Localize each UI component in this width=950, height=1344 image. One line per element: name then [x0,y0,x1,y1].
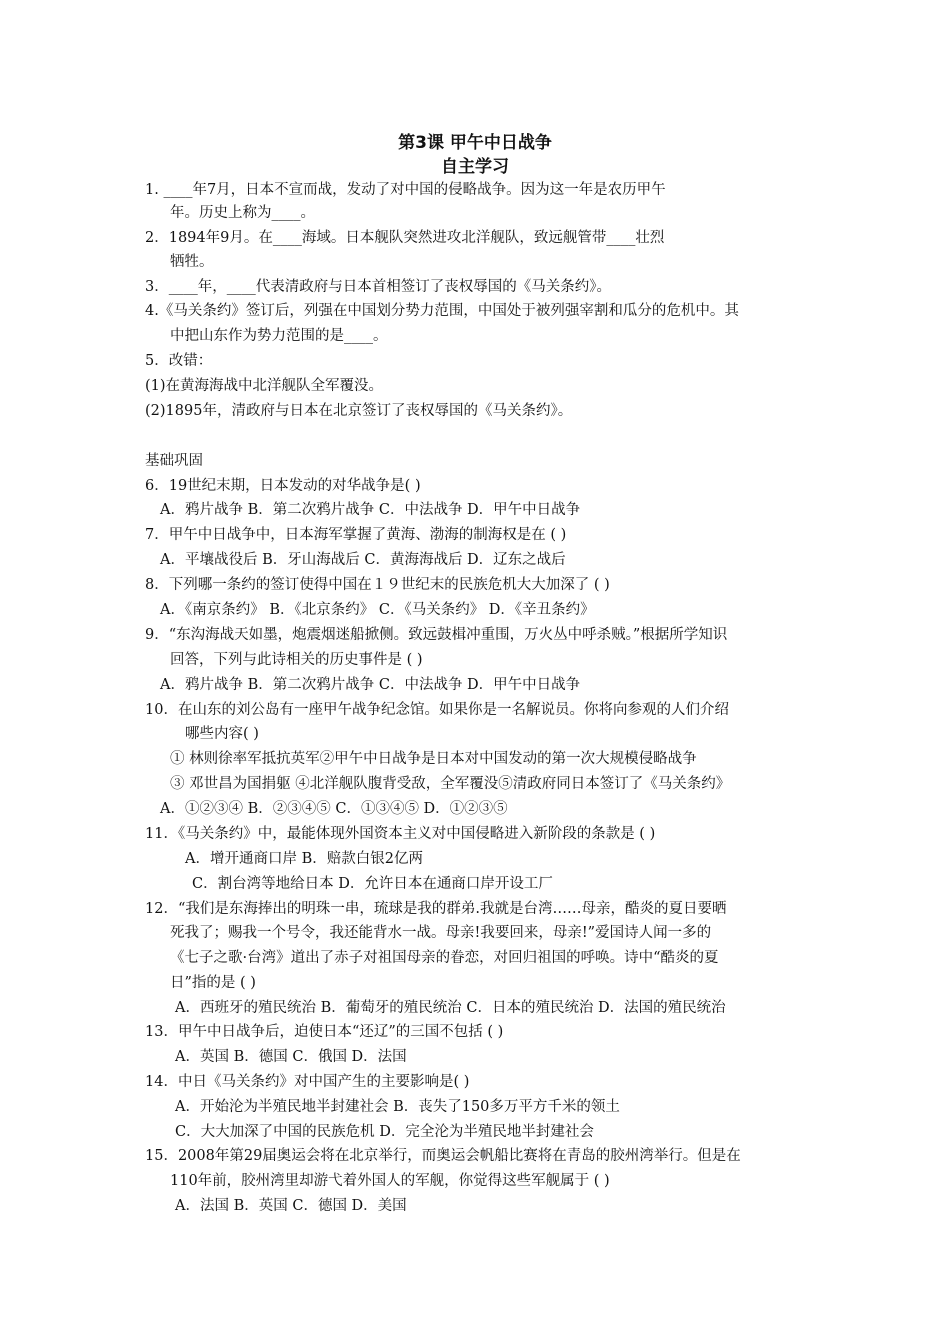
options-11: C．割台湾等地给日本 D．允许日本在通商口岸开设工厂 [192,876,553,892]
options-13: A．英国 B．德国 C．俄国 D．法国 [175,1049,407,1065]
section-heading: 基础巩固 [145,453,203,469]
text-line: 3．____年，____代表清政府与日本首相签订了丧权辱国的《马关条约》。 [145,279,611,295]
question-11: 11．《马关条约》中，最能体现外国资本主义对中国侵略进入新阶段的条款是 ( ) [145,826,656,842]
text-line: 中把山东作为势力范围的是____。 [170,328,388,344]
question-10: 10．在山东的刘公岛有一座甲午战争纪念馆。如果你是一名解说员。你将向参观的人们介绍 [145,702,729,718]
question-6: 6．19世纪末期，日本发动的对华战争是( ) [145,478,421,494]
options-8: A．《南京条约》 B．《北京条约》 C．《马关条约》 D．《辛丑条约》 [160,602,595,618]
options-6: A．鸦片战争 B．第二次鸦片战争 C．中法战争 D．甲午中日战争 [160,502,581,518]
options-14: A．开始沦为半殖民地半封建社会 B．丧失了150多万平方千米的领土 [175,1099,620,1115]
options-10: A．①②③④ B．②③④⑤ C．①③④⑤ D．①②③⑤ [160,801,508,817]
question-12: 12．“我们是东海捧出的明珠一串，琉球是我的群弟.我就是台湾……母亲，酷炎的夏日要晒 [145,901,727,917]
options-14: C．大大加深了中国的民族危机 D．完全沦为半殖民地半封建社会 [175,1124,594,1140]
section-title: 自主学习 [441,157,509,177]
text-line: (1)在黄海海战中北洋舰队全军覆没。 [145,378,384,394]
question-9-cont: 回答，下列与此诗相关的历史事件是 ( ) [170,652,423,668]
text-line: (2)1895年，清政府与日本在北京签订了丧权辱国的《马关条约》。 [145,403,573,419]
options-15: A．法国 B．英国 C．德国 D．美国 [175,1198,407,1214]
question-15: 15．2008年第29届奥运会将在北京举行，而奥运会帆船比赛将在青岛的胶州湾举行。但是在 [145,1148,741,1164]
text-line: 4.《马关条约》签订后，列强在中国划分势力范围，中国处于被列强宰割和瓜分的危机中。其 [145,303,739,319]
text-line: 年。历史上称为____。 [170,205,315,221]
question-10-cont: 哪些内容( ) [185,726,259,742]
question-14: 14．中日《马关条约》对中国产生的主要影响是( ) [145,1074,470,1090]
options-11: A．增开通商口岸 B．赔款白银2亿两 [185,851,423,867]
question-12-cont: 日”指的是 ( ) [170,975,256,991]
options-12: A．西班牙的殖民统治 B．葡萄牙的殖民统治 C．日本的殖民统治 D．法国的殖民统治 [175,1000,726,1016]
question-12-cont: 死我了；赐我一个号令，我还能背水一战。母亲!我要回来，母亲!”爱国诗人闻一多的 [170,925,712,941]
lesson-title: 第3课 甲午中日战争 [398,133,552,153]
options-9: A．鸦片战争 B．第二次鸦片战争 C．中法战争 D．甲午中日战争 [160,677,581,693]
question-15-cont: 110年前，胶州湾里却游弋着外国人的军舰，你觉得这些军舰属于 ( ) [170,1173,610,1189]
question-9: 9．“东沟海战天如墨，炮震烟迷船掀侧。致远鼓楫冲重围，万火丛中呼杀贼。”根据所学知识 [145,627,728,643]
question-13: 13．甲午中日战争后，迫使日本“还辽”的三国不包括 ( ) [145,1024,504,1040]
question-8: 8．下列哪一条约的签订使得中国在１９世纪末的民族危机大大加深了 ( ) [145,577,610,593]
question-7: 7．甲午中日战争中，日本海军掌握了黄海、渤海的制海权是在 ( ) [145,527,567,543]
text-line: 1. ____年7月，日本不宣而战，发动了对中国的侵略战争。因为这一年是农历甲午 [145,182,666,198]
item-list: ① 林则徐率军抵抗英军②甲午中日战争是日本对中国发动的第一次大规模侵略战争 [170,751,697,767]
text-line: 5．改错： [145,353,213,369]
options-7: A．平壤战役后 B．牙山海战后 C．黄海海战后 D．辽东之战后 [160,552,566,568]
question-12-cont: 《七子之歌·台湾》道出了赤子对祖国母亲的眷恋，对回归祖国的呼唤。诗中“酷炎的夏 [170,950,719,966]
text-line: 2．1894年9月。在____海域。日本舰队突然进攻北洋舰队，致远舰管带____壮烈 [145,230,665,246]
item-list: ③ 邓世昌为国捐躯 ④北洋舰队腹背受敌，全军覆没⑤清政府同日本签订了《马关条约》 [170,776,731,792]
text-line: 牺牲。 [170,254,214,270]
